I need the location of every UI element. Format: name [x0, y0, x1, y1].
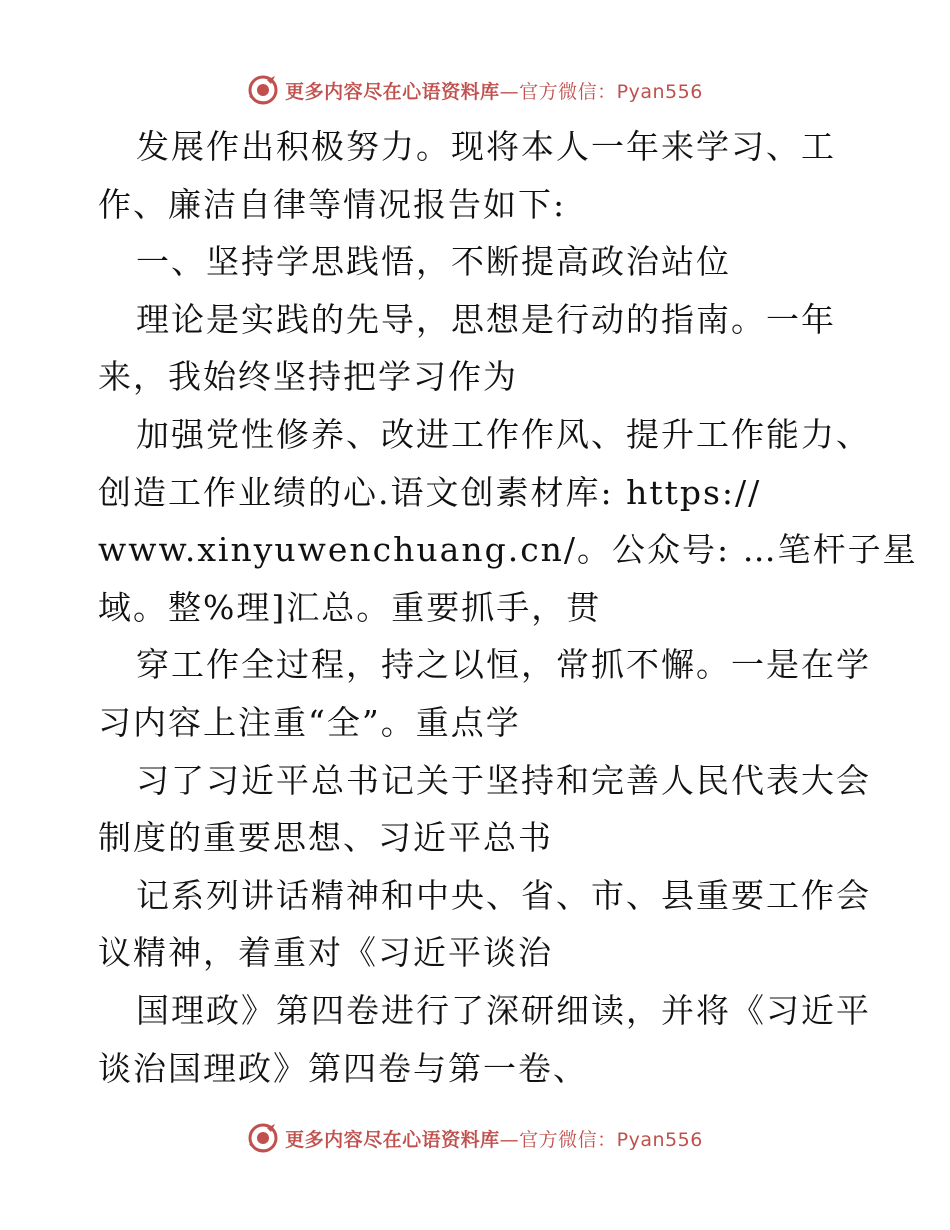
- banner-wechat: —官方微信：Pyan556: [499, 1128, 703, 1151]
- footer-banner: [0, 1118, 950, 1158]
- banner-brand: 更多内容尽在心语资料库: [285, 1128, 500, 1151]
- paragraph-line: 理论是实践的先导，思想是行动的指南。一年: [136, 299, 836, 339]
- paragraph-line: 穿工作全过程，持之以恒，常抓不懈。一是在学: [136, 645, 871, 685]
- banner-wechat: —官方微信：Pyan556: [499, 80, 703, 103]
- header-banner: [0, 70, 950, 110]
- banner-text: [285, 1125, 703, 1152]
- paragraph-line: 议精神，着重对《习近平谈治: [98, 933, 553, 973]
- paragraph-line: 习内容上注重“全”。重点学: [98, 702, 521, 742]
- paragraph-line: 谈治国理政》第四卷与第一卷、: [98, 1048, 588, 1088]
- paragraph-line: 发展作出积极努力。现将本人一年来学习、工: [136, 127, 836, 166]
- paragraph-line: 一、坚持学思践悟，不断提高政治站位: [136, 242, 731, 282]
- paragraph-line: 加强党性修养、改进工作作风、提升工作能力、: [136, 414, 871, 454]
- paragraph-line: 国理政》第四卷进行了深研细读，并将《习近平: [136, 990, 871, 1030]
- brand-logo-icon: [247, 1122, 279, 1154]
- paragraph-line: 域。整%理]汇总。重要抓手，贯: [98, 587, 602, 627]
- banner-text: [285, 77, 703, 104]
- banner-brand: 更多内容尽在心语资料库: [285, 80, 500, 103]
- paragraph-line: 习了习近平总书记关于坚持和完善人民代表大会: [136, 760, 871, 800]
- document-body: [98, 118, 918, 1097]
- paragraph-line: 制度的重要思想、习近平总书: [98, 818, 553, 858]
- paragraph-line: 创造工作业绩的心.语文创素材库: https://: [98, 472, 762, 512]
- paragraph-line: 记系列讲话精神和中央、省、市、县重要工作会: [136, 875, 871, 915]
- paragraph-line: 来，我始终坚持把学习作为: [98, 357, 518, 397]
- paragraph-line: 作、廉洁自律等情况报告如下:: [98, 184, 567, 224]
- paragraph-line: www.xinyuwenchuang.cn/。公众号: …笔杆子星: [98, 530, 918, 570]
- brand-logo-icon: [247, 74, 279, 106]
